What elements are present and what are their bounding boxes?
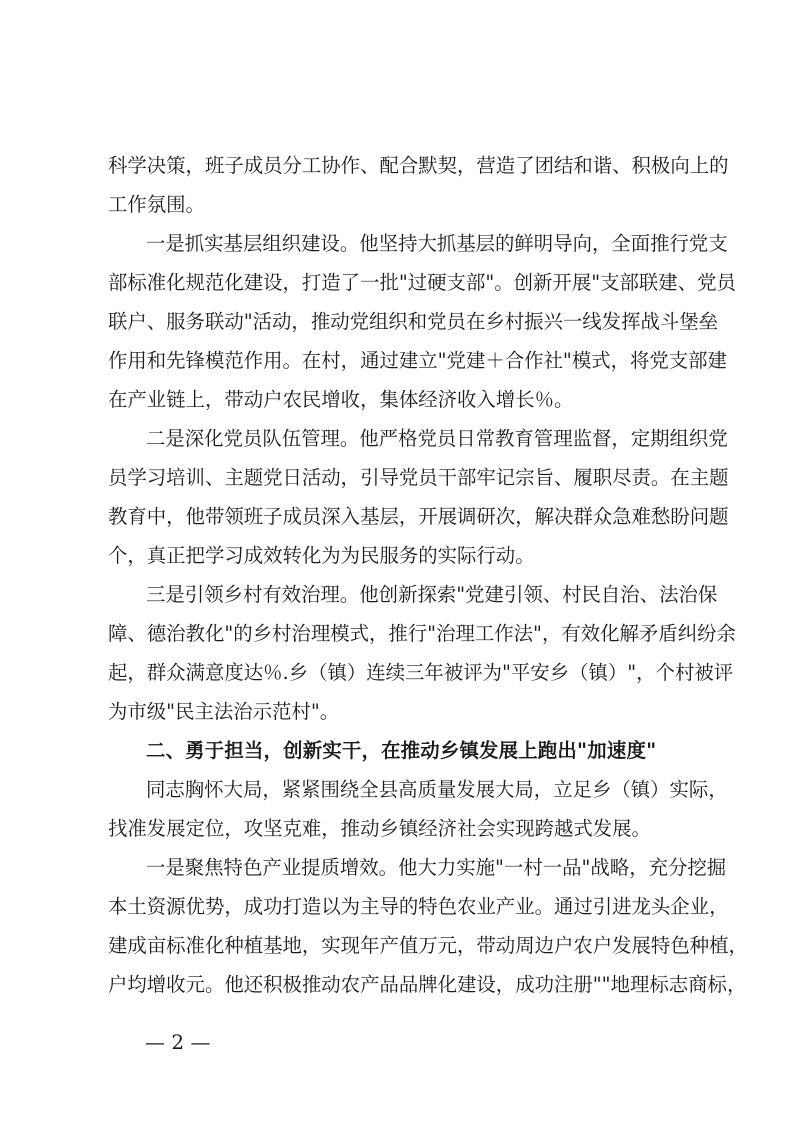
text-line: 作用和先锋模范作用。在村，通过建立"党建＋合作社"模式，将党支部建 — [108, 349, 727, 372]
paragraph-intro-continuation — [108, 146, 729, 224]
text-line: 建成亩标准化种植基地，实现年产值万元，带动周边户农户发展特色种植， — [108, 934, 748, 957]
text-line: 联户、服务联动"活动，推动党组织和党员在乡村振兴一线发挥战斗堡垒 — [108, 310, 719, 333]
text-line: 二是深化党员队伍管理。他严格党员日常教育管理监督，定期组织党 — [146, 427, 728, 450]
text-line: 一是聚焦特色产业提质增效。他大力实施"一村一品"战略，充分挖掘 — [146, 856, 727, 879]
text-line: 户均增收元。他还积极推动农产品品牌化建设，成功注册""地理标志商标， — [108, 973, 747, 996]
text-line: 找准发展定位，攻坚克难，推动乡镇经济社会实现跨越式发展。 — [108, 817, 651, 840]
text-line: 起，群众满意度达％.乡（镇）连续三年被评为"平安乡（镇）"，个村被评 — [108, 661, 734, 684]
paragraph-rural-governance — [108, 575, 736, 731]
text-line: 同志胸怀大局，紧紧围绕全县高质量发展大局，立足乡（镇）实际， — [146, 778, 728, 801]
paragraph-characteristic-industry — [108, 848, 748, 1004]
section-heading — [108, 731, 693, 770]
text-line: 教育中，他带领班子成员深入基层，开展调研次，解决群众急难愁盼问题 — [108, 505, 729, 528]
text-line: 部标准化规范化建设，打造了一批"过硬支部"。创新开展"支部联建、党员 — [108, 271, 736, 294]
paragraph-party-member-management — [108, 419, 729, 575]
paragraph-grassroots-organization — [108, 224, 736, 419]
text-line: 本土资源优势，成功打造以为主导的特色农业产业。通过引进龙头企业， — [108, 895, 729, 918]
text-line: 个，真正把学习成效转化为为民服务的实际行动。 — [108, 544, 535, 567]
text-line: 一是抓实基层组织建设。他坚持大抓基层的鲜明导向，全面推行党支 — [146, 232, 728, 255]
text-line: 在产业链上，带动户农民增收，集体经济收入增长％。 — [108, 388, 574, 411]
section-heading-text: 二、勇于担当，创新实干，在推动乡镇发展上跑出"加速度" — [146, 739, 657, 762]
text-line: 工作氛围。 — [108, 193, 205, 216]
paragraph-section-intro — [108, 770, 728, 848]
text-line: 为市级"民主法治示范村"。 — [108, 700, 340, 723]
page-number: — 2 — — [145, 1030, 211, 1054]
text-line: 三是引领乡村有效治理。他创新探索"党建引领、村民自治、法治保 — [146, 583, 718, 606]
text-line: 障、德治教化"的乡村治理模式，推行"治理工作法"，有效化解矛盾纠纷余 — [108, 622, 736, 645]
text-line: 员学习培训、主题党日活动，引导党员干部牢记宗旨、履职尽责。在主题 — [108, 466, 729, 489]
text-line: 科学决策，班子成员分工协作、配合默契，营造了团结和谐、积极向上的 — [108, 154, 729, 177]
document-body — [108, 146, 748, 1004]
